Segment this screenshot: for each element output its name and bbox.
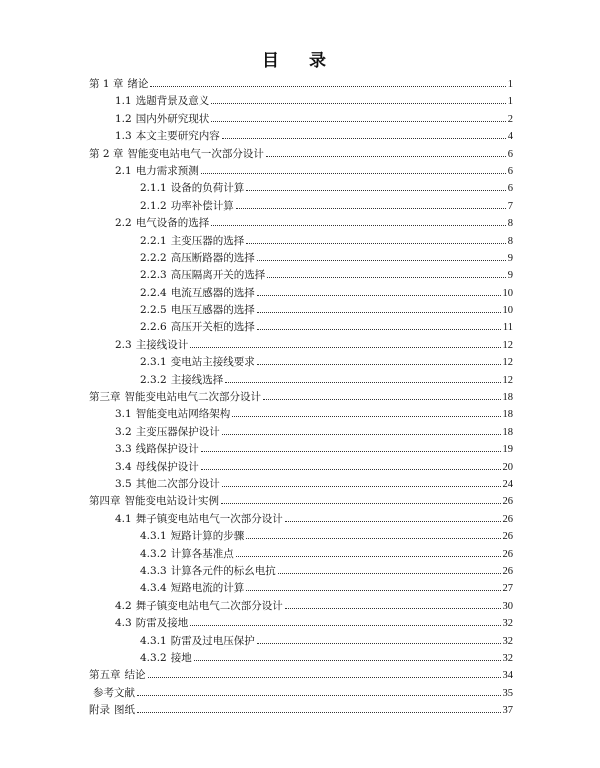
toc-entry-label [140, 580, 244, 597]
dot-leader [222, 137, 506, 139]
toc-entry-label [115, 93, 209, 110]
dot-leader [246, 189, 506, 191]
toc-entry-page: 8 [507, 218, 513, 230]
toc-entry-label [89, 389, 261, 406]
toc-entry-page: 4 [507, 131, 513, 143]
toc-entry-page: 27 [502, 583, 513, 595]
toc-entry-label [115, 163, 199, 180]
dot-leader [232, 415, 500, 417]
toc-entry[interactable] [89, 598, 513, 615]
dot-leader [263, 398, 501, 400]
toc-entry-number: 2.2 [115, 217, 132, 230]
dot-leader [285, 607, 501, 609]
toc-entry-title: 电力需求预测 [135, 164, 199, 177]
toc-entry-label [140, 633, 255, 650]
toc-entry-page: 6 [507, 183, 513, 195]
toc-entry-number: 2.2.2 [140, 251, 167, 264]
toc-entry-number: 3.5 [115, 477, 132, 490]
toc-entry-title: 短路计算的步骤 [170, 530, 245, 543]
toc-entry-title: 计算各元件的标幺电抗 [170, 564, 276, 577]
toc-entry-label [89, 76, 148, 93]
toc-entry-title: 高压隔离开关的选择 [170, 269, 266, 282]
toc-entry-title: 舞子镇变电站电气一次部分设计 [135, 512, 283, 525]
toc-entry-title: 防雷及过电压保护 [170, 634, 255, 647]
toc-entry-title: 高压开关柜的选择 [170, 321, 255, 334]
toc-entry-label [140, 180, 244, 197]
toc-entry-page: 18 [502, 392, 513, 404]
toc-entry-label [115, 511, 283, 528]
dot-leader [148, 676, 501, 678]
toc-entry-page: 7 [507, 200, 513, 212]
dot-leader [267, 276, 506, 278]
dot-leader [221, 502, 501, 504]
dot-leader [222, 433, 501, 435]
toc-entry-page: 6 [507, 165, 513, 177]
toc-entry-number: 第 2 章 [89, 147, 124, 160]
dot-leader [190, 346, 500, 348]
toc-entry-page: 11 [502, 322, 513, 334]
toc-entry[interactable] [89, 337, 513, 354]
toc-entry-number: 2.2.1 [140, 234, 167, 247]
toc-entry-page: 26 [502, 531, 513, 543]
toc-entry-title: 智能变电站电气二次部分设计 [124, 391, 261, 404]
toc-entry[interactable] [89, 163, 513, 180]
toc-entry-label [140, 285, 255, 302]
toc-entry-number: 3.2 [115, 425, 132, 438]
toc-entry-title: 防雷及接地 [135, 617, 189, 630]
toc-entry-page: 2 [507, 113, 513, 125]
toc-entry-number: 2.1.2 [140, 199, 167, 212]
toc-entry-title: 智能变电站设计实例 [124, 495, 219, 508]
toc-entry-number: 4.3.1 [140, 530, 167, 543]
toc-entry-page: 26 [502, 565, 513, 577]
toc-entry[interactable] [89, 146, 513, 163]
toc-entry-label [140, 250, 255, 267]
toc-entry-title: 结论 [124, 669, 146, 682]
dot-leader [137, 694, 501, 696]
toc-entry[interactable] [89, 563, 513, 580]
toc-entry-label [115, 424, 220, 441]
dot-leader [246, 589, 500, 591]
toc-entry-title: 舞子镇变电站电气二次部分设计 [135, 599, 283, 612]
toc-entry[interactable] [89, 372, 513, 389]
toc-entry-title: 智能变电站网络架构 [135, 408, 231, 421]
toc-entry-title: 母线保护设计 [135, 460, 199, 473]
toc-entry-title: 主变压器的选择 [170, 234, 245, 247]
dot-leader [236, 555, 501, 557]
toc-entry-label [89, 493, 219, 510]
dot-leader [266, 155, 506, 157]
toc-entry-page: 8 [507, 235, 513, 247]
toc-entry[interactable] [89, 389, 513, 406]
toc-entry-page: 1 [507, 79, 513, 90]
toc-entry-label [115, 406, 230, 423]
toc-entry[interactable] [89, 685, 513, 702]
dot-leader [194, 659, 501, 661]
toc-entry-label [115, 111, 209, 128]
toc-entry-page: 6 [507, 148, 513, 160]
toc-entry-title: 绪论 [127, 78, 149, 90]
dot-leader [246, 537, 500, 539]
toc-entry-number: 4.3.4 [140, 582, 167, 595]
toc-entry[interactable] [89, 285, 513, 302]
toc-entry-number: 1.3 [115, 130, 132, 143]
toc-entry-label [140, 546, 234, 563]
toc-entry-number: 4.1 [115, 512, 132, 525]
toc-entry-number: 1.1 [115, 95, 132, 108]
toc-entry[interactable] [89, 198, 513, 215]
toc-entry-label [140, 528, 244, 545]
toc-entry-title: 设备的负荷计算 [170, 182, 245, 195]
toc-entry-label [140, 319, 255, 336]
toc-entry-page: 10 [502, 287, 513, 299]
toc-entry-page: 9 [507, 270, 513, 282]
toc-entry-number: 第 1 章 [89, 78, 124, 90]
page-title: 目 录 [262, 51, 338, 71]
toc-entry-title: 选题背景及意义 [135, 95, 210, 108]
toc-entry-title: 计算各基准点 [170, 547, 234, 560]
toc-entry-page: 20 [502, 461, 513, 473]
toc-entry[interactable] [89, 615, 513, 632]
dot-leader [211, 102, 506, 104]
toc-entry[interactable] [89, 441, 513, 458]
dot-leader [257, 311, 501, 313]
toc-entry[interactable] [89, 250, 513, 267]
toc-entry-page: 12 [502, 374, 513, 386]
toc-entry-number: 2.2.5 [140, 304, 167, 317]
toc-entry-number: 4.3.2 [140, 547, 167, 560]
dot-leader [278, 572, 501, 574]
toc-entry[interactable] [89, 476, 513, 493]
toc-entry-title: 国内外研究现状 [135, 112, 210, 125]
dot-leader [137, 711, 501, 713]
toc-entry[interactable] [89, 267, 513, 284]
toc-entry-number: 2.3.2 [140, 373, 167, 386]
dot-leader [201, 450, 501, 452]
toc-entry[interactable] [89, 406, 513, 423]
toc-entry-page: 1 [507, 96, 513, 108]
dot-leader [201, 172, 506, 174]
toc-entry[interactable] [89, 319, 513, 336]
toc-entry-number: 2.2.3 [140, 269, 167, 282]
dot-leader [257, 328, 501, 330]
toc-entry[interactable] [89, 459, 513, 476]
toc-entry-label [115, 215, 209, 232]
toc-entry-label [89, 685, 135, 702]
toc-entry-page: 10 [502, 305, 513, 317]
toc-entry[interactable] [89, 215, 513, 232]
toc-entry-number: 第五章 [89, 669, 121, 682]
dot-leader [257, 642, 501, 644]
toc-entry-label [140, 354, 255, 371]
dot-leader [246, 242, 506, 244]
toc-entry-title: 智能变电站电气一次部分设计 [127, 147, 264, 160]
toc-entry[interactable] [89, 424, 513, 441]
toc-entry[interactable] [89, 93, 513, 110]
toc-entry-page: 32 [502, 618, 513, 630]
toc-entry-title: 本文主要研究内容 [135, 130, 220, 143]
toc-entry-number: 1.2 [115, 112, 132, 125]
toc-entry-page: 12 [502, 357, 513, 369]
toc-entry[interactable] [89, 180, 513, 197]
toc-entry[interactable] [89, 511, 513, 528]
toc-entry-page: 24 [502, 478, 513, 490]
toc-entry-page: 35 [502, 687, 513, 699]
toc-entry-label [115, 441, 199, 458]
dot-leader [285, 520, 501, 522]
toc-entry-label [115, 459, 199, 476]
dot-leader [222, 485, 501, 487]
toc-entry-label [115, 476, 220, 493]
toc-entry-number: 4.3.2 [140, 651, 167, 664]
toc-entry-number: 2.3 [115, 338, 132, 351]
toc-entry[interactable] [89, 528, 513, 545]
toc-entry-page: 32 [502, 652, 513, 664]
toc-entry-label [140, 372, 223, 389]
toc-entry-label [115, 337, 188, 354]
toc-entry-number: 4.3.1 [140, 634, 167, 647]
toc-entry-number: 4.3.3 [140, 564, 167, 577]
toc-entry-label [89, 702, 135, 719]
toc-entry[interactable] [89, 702, 513, 719]
dot-leader [225, 381, 500, 383]
dot-leader [211, 224, 506, 226]
toc-entry-number: 4.3 [115, 617, 132, 630]
toc-entry-title: 图纸 [114, 704, 135, 717]
toc-entry-title: 其他二次部分设计 [135, 477, 220, 490]
toc-entry-label [115, 615, 188, 632]
dot-leader [211, 120, 506, 122]
toc-entry-label [89, 146, 264, 163]
toc-entry-number: 4.2 [115, 599, 132, 612]
toc-entry-number: 2.3.1 [140, 356, 167, 369]
toc-entry-page: 32 [502, 635, 513, 647]
dot-leader [257, 294, 501, 296]
toc-entry-page: 26 [502, 548, 513, 560]
toc-entry-page: 9 [507, 252, 513, 264]
toc-entry-page: 18 [502, 409, 513, 421]
dot-leader [257, 363, 501, 365]
toc-entry-label [140, 563, 276, 580]
table-of-contents [89, 76, 513, 719]
toc-entry-label [140, 233, 244, 250]
toc-entry[interactable] [89, 128, 513, 145]
toc-entry[interactable] [89, 111, 513, 128]
toc-entry[interactable] [89, 493, 513, 510]
toc-entry-title: 接地 [170, 651, 192, 664]
toc-entry-title: 参考文献 [93, 686, 135, 699]
toc-entry[interactable] [89, 233, 513, 250]
toc-entry-number: 3.3 [115, 443, 132, 456]
toc-entry-page: 12 [502, 339, 513, 351]
toc-entry-number: 附录 [89, 704, 110, 717]
toc-entry-page: 19 [502, 444, 513, 456]
toc-entry[interactable] [89, 302, 513, 319]
toc-entry-title: 主接线设计 [135, 338, 189, 351]
toc-entry-number: 2.1 [115, 164, 132, 177]
toc-entry-page: 30 [502, 600, 513, 612]
toc-entry-label [140, 302, 255, 319]
toc-entry-page: 34 [502, 670, 513, 682]
toc-entry-title: 主接线选择 [170, 373, 224, 386]
toc-entry-title: 高压断路器的选择 [170, 251, 255, 264]
toc-entry[interactable] [89, 580, 513, 597]
toc-entry[interactable] [89, 667, 513, 684]
dot-leader [150, 85, 505, 87]
dot-leader [236, 207, 506, 209]
toc-entry-label [140, 198, 234, 215]
toc-entry-title: 线路保护设计 [135, 443, 199, 456]
toc-entry-title: 变电站主接线要求 [170, 356, 255, 369]
toc-entry-number: 2.1.1 [140, 182, 167, 195]
toc-entry-label [115, 128, 220, 145]
dot-leader [257, 259, 506, 261]
toc-entry-page: 26 [502, 513, 513, 525]
toc-entry-label [140, 267, 265, 284]
toc-entry-page: 18 [502, 426, 513, 438]
toc-entry-title: 功率补偿计算 [170, 199, 234, 212]
dot-leader [190, 624, 500, 626]
toc-entry-page: 37 [502, 705, 513, 717]
toc-entry[interactable] [89, 354, 513, 371]
toc-entry-title: 短路电流的计算 [170, 582, 245, 595]
toc-entry-title: 电气设备的选择 [135, 217, 210, 230]
toc-entry[interactable] [89, 650, 513, 667]
toc-entry[interactable] [89, 76, 513, 93]
toc-entry-title: 电流互感器的选择 [170, 286, 255, 299]
dot-leader [201, 468, 501, 470]
toc-entry-number: 第三章 [89, 391, 121, 404]
toc-entry-number: 3.1 [115, 408, 132, 421]
toc-entry-title: 电压互感器的选择 [170, 304, 255, 317]
toc-entry-number: 3.4 [115, 460, 132, 473]
toc-entry-label [140, 650, 192, 667]
toc-entry-title: 主变压器保护设计 [135, 425, 220, 438]
toc-entry-number: 2.2.4 [140, 286, 167, 299]
toc-entry-label [115, 598, 283, 615]
toc-entry[interactable] [89, 633, 513, 650]
toc-entry-number: 第四章 [89, 495, 121, 508]
toc-entry-page: 26 [502, 496, 513, 508]
toc-entry-number: 2.2.6 [140, 321, 167, 334]
toc-entry-label [89, 667, 146, 684]
toc-entry[interactable] [89, 546, 513, 563]
